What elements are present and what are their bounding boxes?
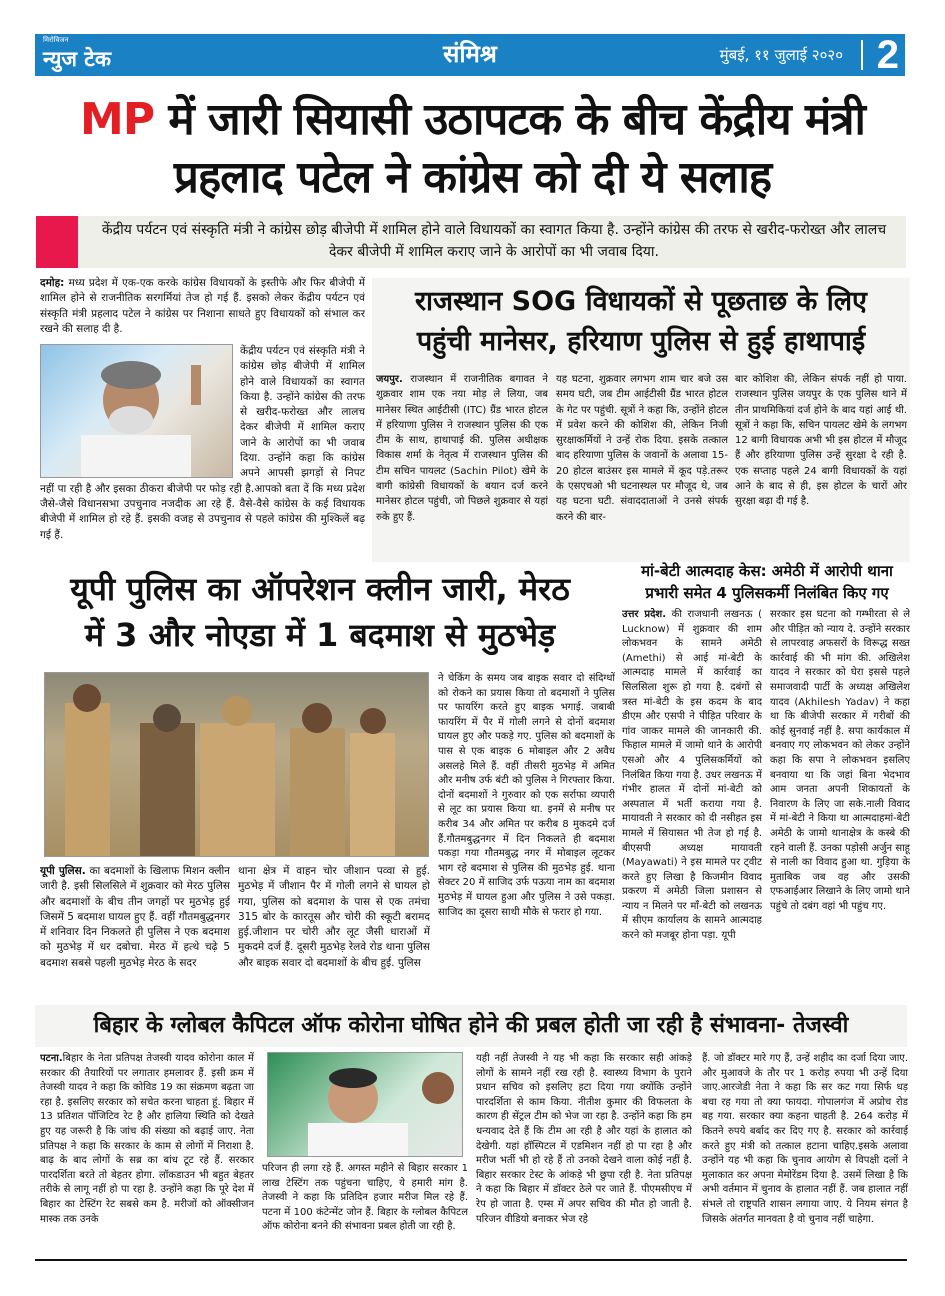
lead-deck — [36, 216, 906, 268]
para-text: का बदमाशों के खिलाफ मिशन क्लीन जारी है. इसी सिलसिले में शुक्रवार को मेरठ पुलिस और बदमाशों के बीच तीन जगहों पर मुठभेड़ हुई जिसमें 5 बदमाश घायल हुए हैं. वहीं गौतमबुद्धनगर में शनिवार दिन निकलते ही पुलिस ने एक बदमाश को मुठभेड़ में धर दबोचा. मेरठ में हत्थे चढ़े 5 बदमाश सबसे पहली मुठभेड़ मेरठ के सदर — [40, 865, 230, 969]
para-text: केंद्रीय पर्यटन एवं संस्कृति मंत्री ने कांग्रेस छोड़ बीजेपी में शामिल होने वाले विधायकों का स्वागत किया है. उन्होंने कांग्रेस की तरफ से खरीद-फरोख्त और लालच देकर बीजेपी में शामिल कराए जाने के आरोपों का भी जवाब दिया. उन्होंने कहा कि कांग्रेस अपने आपसी झगड़ों से निपट नहीं पा रही है और इसका ठीकरा बीजेपी पर फोड़ रही है.आपको बता दें कि मध्य प्रदेश जैसे-जैसे विधानसभा उपचुनाव नजदीक आ रहे हैं. वैसे-वैसे कांग्रेस के कई विधायक बीजेपी में शामिल हो रहे हैं. इसकी वजह से उपचुनाव से पहले कांग्रेस की मुश्किलें बढ़ गई हैं. — [40, 345, 365, 541]
rajasthan-headline-2: पहुंची मानेसर, हरियाण पुलिस से हुई हाथापाई — [416, 326, 866, 357]
para-text: राजस्थान में राजनीतिक बगावत ने शुक्रवार शाम एक नया मोड़ ले लिया, जब मानेसर स्थित आईटीसी (ITC) ग्रैंड भारत होटल में हरियाणा पुलिस ने राजस्थान पुलिस की एक टीम के साथ, हाथापाई की. पुलिस अधीक्षक विकास शर्मा के नेतृत्व में राजस्थान पुलिस की टीम सचिन पायलट (Sachin Pilot) खेमे के बागी कांग्रेसी विधायकों के बयान दर्ज करने मानेसर होटल पहुंची, जो पिछले शुक्रवार से यहां रुके हुए हैं. — [376, 374, 548, 523]
dateline: यूपी पुलिस. — [40, 865, 86, 877]
deck-accent-bar — [36, 216, 78, 268]
page-number: 2 — [876, 33, 899, 77]
bottom-rule — [35, 1259, 907, 1261]
amethi-headline-1: मां-बेटी आत्मदाह केस: अमेठी में आरोपी थाना — [641, 562, 893, 580]
dateline: जयपुर. — [376, 374, 403, 385]
rajasthan-headline-1: राजस्थान SOG विधायकों से पूछताछ के लिए — [414, 286, 867, 317]
lead-para-1 — [40, 276, 365, 338]
bihar-col-1 — [40, 1052, 254, 1256]
lead-para-2 — [40, 344, 365, 558]
police-photo — [44, 672, 429, 857]
rajasthan-col-2: यह घटना, शुक्रवार लगभग शाम चार बजे उस समय घटी, जब टीम आईटीसी ग्रैंड भारत होटल के गेट पर पहुंची. सूत्रों ने कहा कि, उन्होंने होटल में प्रवेश करने की कोशिश की, लेकिन निजी सुरक्षाकर्मियों ने उन्हें रोक दिया. इसके तत्काल बाद हरियाणा पुलिस के जवानों के अलावा 15-20 होटल बाउंसर इस मामले में कूद पड़े.तरूर के एसएचओ भी घटनास्थल पर मौजूद थे, जब यह घटना घटी. संवाददाताओं ने उनसे संपर्क करने की बार- — [556, 374, 728, 523]
masthead-tagline: मिरोविजन — [43, 36, 69, 44]
para-text: मध्य प्रदेश में एक-एक करके कांग्रेस विधायकों के इस्तीफे और फिर बीजेपी में शामिल होने से राजनीतिक सरगर्मियां तेज हो गई हैं. इसको लेकर केंद्रीय पर्यटन एवं संस्कृति मंत्री प्रहलाद पटेल ने कांग्रेस पर निशाना साधते हुए विधायकों को संभाल कर रखने की सलाह दी है. — [40, 277, 365, 335]
dateline: पटना. — [40, 1053, 63, 1064]
deck-text: केंद्रीय पर्यटन एवं संस्कृति मंत्री ने कांग्रेस छोड़ बीजेपी में शामिल होने वाले विधायकों का स्वागत किया है. उन्होंने कांग्रेस की तरफ से खरीद-फरोख्त और लालच देकर बीजेपी में शामिल कराए जाने के आरोपों का भी जवाब दिया. — [101, 222, 887, 260]
rajasthan-col-1 — [376, 372, 548, 558]
divider — [861, 40, 863, 70]
rajasthan-col-3: बार कोशिश की, लेकिन संपर्क नहीं हो पाया. राजस्थान पुलिस जयपुर के एक पुलिस थाने में तीन प्राथमिकियां दर्ज होने के बाद यहां आई थी. सूत्रों ने कहा कि, सचिन पायलट खेमे के लगभग 12 बागी विधायक अभी भी इस होटल में मौजूद हैं और हरियाणा पुलिस उन्हें सुरक्षा दे रही है. एक सप्ताह पहले 24 बागी विधायकों के यहां आने के बाद से ही, इस होटल के चारों ओर सुरक्षा बढ़ा दी गई है. — [735, 374, 907, 508]
amethi-headline-2: प्रभारी समेत 4 पुलिसकर्मी निलंबित किए गए — [645, 584, 889, 602]
bihar-col-4: हैं. जो डॉक्टर मारे गए हैं, उन्हें शहीद का दर्जा दिया जाए. और मुआवजे के तौर पर 1 करोड़ रुपया भी उन्हें दिया जाए.आरजेडी नेता ने कहा कि सर कट गया सिर्फ धड़ बचा रह गया तो क्या फायदा. गोपालगंज में अप्रोच रोड बह गया. सरकार क्या कहना चाहती है. 264 करोड़ में कितने रुपये बर्बाद कर दिए गए है. सरकार को कार्रवाई करते हुए मंत्री को तत्काल हटाना चाहिए.इसके अलावा उन्होंने यह भी कहा कि चुनाव आयोग से विपक्षी दलों ने मुलाकात कर अपना मेमोरेंडम दिया है. उसमें लिखा है कि अभी वर्तमान में चुनाव के हालात नहीं हैं. जब हालात नहीं संभले तो राष्ट्रपति शासन लगाया जाए. ये नियम संगत है जिसके अंतर्गत मानवता है वो चुनाव नहीं चाहेगा. — [702, 1053, 908, 1225]
tejashwi-yadav-image — [268, 1053, 463, 1157]
masthead-brand: न्युज टेक — [43, 47, 111, 71]
para-text: की राजधानी लखनऊ ( Lucknow) में शुक्रवार की शाम लोकभवन के सामने अमेठी (Amethi) से आई मां-बेटी के आत्मदाह मामले में कार्रवाई का सिलसिला शुरू हो गया है. दबंगों से त्रस्त मां-बेटी के इस कदम के बाद डीएम और एसपी ने पीड़ित परिवार के गांव जाकर मामले की जानकारी की. फिहाल मामले में जामो थाने के आरोपी एसओ और 4 पुलिसकर्मियों को निलंबित किया गया है. उधर लखनऊ में गंभीर हालत में दोनों मां-बेटी को अस्पताल में भर्ती कराया गया है. मायावती ने सरकार को दी नसीहत इस मामले में सियासत भी तेज हो गई है. बीएसपी अध्यक्ष मायावती (Mayawati) ने इस मामले पर ट्वीट करते हुए लिखा है किजमीन विवाद प्रकरण में अमेठी जिला प्रशासन से न्याय न मिलने पर माँ-बेटी को लखनऊ में सीएम कार्यालय के सामने आत्मदाह करने को मजबूर होना पड़ा. यूपी — [622, 609, 762, 942]
section-title: संमिश्र — [443, 40, 497, 68]
up-col-3: ने चेकिंग के समय जब बाइक सवार दो संदिग्धों को रोकने का प्रयास किया तो बदमाशों ने पुलिस पर फायरिंग करते हुए बाइक भगाई. जबाबी फायरिंग में पैर में गोली लगने से दोनों बदमाश घायल हुए और पकड़े गए. पुलिस को बदमाशों के पास से एक बाइक 6 मोबाइल और 2 अवैध असलहे मिले हैं. वहीं तीसरी मुठभेड़ में अमित और मनीष उर्फ बंटी को पुलिस ने गिरफ्तार किया. दोनों बदमाशों ने गुरुवार को एक सर्राफा व्यपारी से लूट का प्रयास किया था. इनमें से मनीष पर करीब 34 और अमित पर करीब 8 मुकदमे दर्ज हैं.गौतमबुद्धनगर में दिन निकलते ही बदमाश पकड़ा गया गौतमबुद्ध नगर में मोबाइल लूटकर भाग रहे बदमाश से पुलिस की मुठभेड़ हुई. थाना सेक्टर 20 में साजिद उर्फ पऊया नाम का बदमाश मुठभेड़ में घायल हुआ और पुलिस ने उसे पकड़ा. साजिद का दूसरा साथी मौके से फरार हो गया. — [438, 673, 615, 918]
bihar-col-3: यही नहीं तेजस्वी ने यह भी कहा कि सरकार सही आंकड़े लोगों के सामने नहीं रख रही है. स्वास्थ्य विभाग के पुराने प्रधान सचिव को इसलिए हटा दिया गया क्योंकि उन्होंने पारदर्शिता से काम किया. नीतीश कुमार की विफलता के कारण ही सेंट्रल टीम को भेज जा रहा है. उन्होंने कहा कि हम धन्यवाद देते हैं कि टीम आ रही है और यहां के हालात को देखेगी. यहां हॉस्पिटल में एडमिशन नहीं हो पा रहा है और मरीज भर्ती भी हो रहे हैं तो उनको देखने वाला कोई नहीं है. बिहार सरकार टेस्ट के आंकड़े भी छुपा रही है. नेता प्रतिपक्ष ने कहा कि बिहार में डॉक्टर ठेले पर जाते हैं. पीएमसीएच में रेप हो जाता है. एम्स में अपर सचिव की मौत हो जाती है. परिजन वीडियो बनाकर भेज रहे — [476, 1053, 692, 1225]
issue-date: मुंबई, ११ जुलाई २०२० — [719, 46, 843, 64]
para-text: बिहार के नेता प्रतिपक्ष तेजस्वी यादव कोरोना काल में सरकार की तैयारियों पर लगातार हमलावर हैं. इसी क्रम में तेजस्वी यादव ने कहा कि कोविड 19 का संक्रमण बढ़ता जा रहा है. इसलिए सरकार को सचेत करना चाहता हूं. बिहार में 13 प्रतिशत पॉजिटिव रेट है और हालिया स्थिति को देखते हुए यह जरूरी है कि जांच की संख्या को बढ़ाई जाए. नेता प्रतिपक्ष ने कहा कि सरकार के काम से लोगों में निराशा है. बाढ़ के बाद लोगों के सब्र का बांध टूट रहे हैं. सरकार पारदर्शिता बरते तो बेहतर होगा. लॉकडाउन भी बहुत बेहतर तरीके से लागू नहीं हो पा रहा है. उन्होंने कहा कि पूरे देश में बिहार का टेस्टिंग रेट सबसे कम है. मरीजों को ऑक्सीजन मास्क तक उनके — [40, 1053, 254, 1225]
lead-headline-line2: प्रहलाद पटेल ने कांग्रेस को दी ये सलाह — [173, 152, 772, 203]
tejashwi-photo — [267, 1052, 463, 1157]
police-officers-image — [45, 673, 429, 857]
lead-headline-line1 — [30, 92, 915, 148]
headline-text: में जारी सियासी उठापटक के बीच केंद्रीय मंत्री — [154, 94, 865, 145]
up-headline-1: यूपी पुलिस का ऑपरेशन क्लीन जारी, मेरठ — [70, 570, 570, 608]
up-col-1 — [40, 864, 230, 998]
headline-prefix: MP — [80, 94, 155, 145]
photo-wrap-spacer — [40, 344, 240, 480]
up-headline-2: में 3 और नोएडा में 1 बदमाश से मुठभेड़ — [84, 616, 556, 654]
dateline: दमोह: — [40, 277, 65, 289]
bihar-col-2: परिजन ही लगा रहे हैं. अगस्त महीने से बिहार सरकार 1 लाख टेस्टिंग तक पहुंचना चाहिए, ये हमारी मांग है. तेजस्वी ने कहा कि प्रतिदिन हजार मरीज मिल रहे हैं. पटना में 100 कंटेन्मेंट जोन हैं. बिहार के ग्लोबल कैपिटल ऑफ कोरोना बनने की संभावना प्रबल होती जा रही है. — [262, 1163, 468, 1233]
amethi-col-2: सरकार इस घटना को गम्भीरता से ले और पीड़ित को न्याय दे. उन्होंने सरकार से लापरवाह अफसरों के विरूद्ध सख्त कार्रवाई की भी मांग की. अखिलेश यादव ने सरकार को घेरा इससे पहले समाजवादी पार्टी के अध्यक्ष अखिलेश यादव (Akhilesh Yadav) ने कहा था कि बीजेपी सरकार में गरीबों की कोई सुनवाई नहीं है. सपा कार्यकाल में बनवाए गए लोकभवन को लेकर उन्होंने कहा कि सपा ने लोकभवन इसलिए बनवाया था कि जहां बिना भेदभाव आम जनता अपनी शिकायतों के निवारण के लिए जा सके.नाली विवाद में मां-बेटी ने किया था आत्मदाहमां-बेटी अमेठी के जामो थानाक्षेत्र के कस्बे की रहने वाली हैं. उनका पड़ोसी अर्जुन साहू से नाली का विवाद हुआ था. गुड़िया के मुताबिक जब वह और उसकी एफआईआर लिखाने के लिए जामो थाने पहुंचे तो दबंग वहां भी पहुंच गए. — [770, 609, 910, 912]
dateline: उत्तर प्रदेश. — [622, 609, 667, 620]
bihar-headline: बिहार के ग्लोबल कैपिटल ऑफ कोरोना घोषित होने की प्रबल होती जा रही है संभावना- तेजस्वी — [93, 1013, 849, 1038]
amethi-col-1 — [622, 608, 762, 998]
masthead — [35, 34, 905, 76]
up-col-2: थाना क्षेत्र में वाहन चोर जीशान पव्वा से हुई. मुठभेड़ में जीशान पैर में गोली लगने से घायल हो गया, पुलिस को बदमाश के पास से एक तमंचा 315 बोर के कारतूस और चोरी की स्कूटी बरामद हुई.जीशान पर चोरी और लूट जैसी धाराओं में मुकदमे दर्ज हैं. दूसरी मुठभेड़ रेलवे रोड थाना पुलिस और बाइक सवार दो बदमाशों के बीच हुई. पुलिस — [238, 865, 430, 969]
